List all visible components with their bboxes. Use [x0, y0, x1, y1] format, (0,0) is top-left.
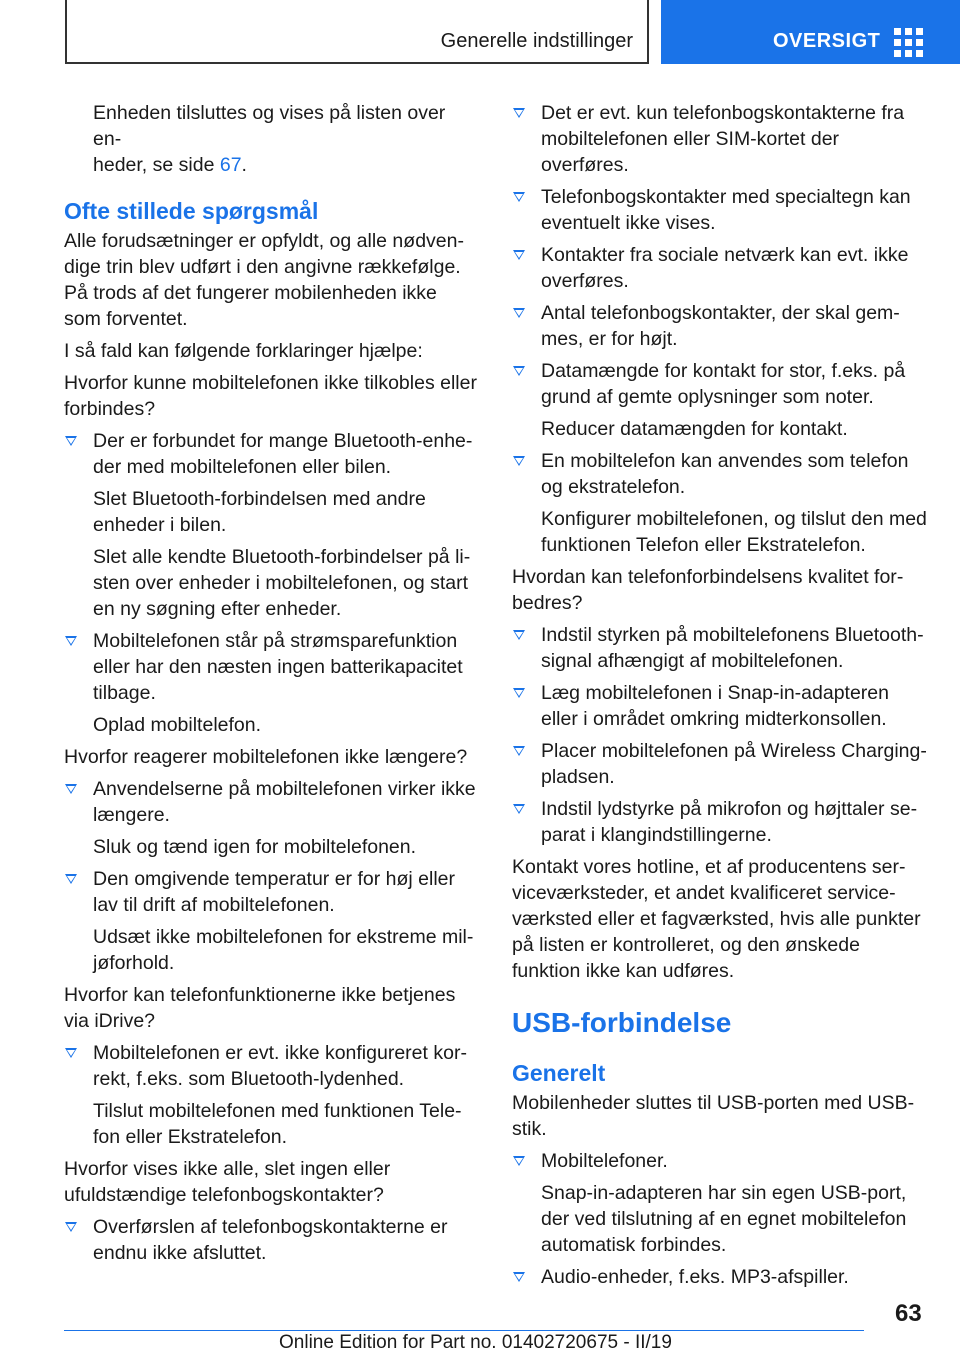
faq-intro: Alle forudsætninger er opfyldt, og alle nødvendige trin blev udført i den angivne rækkefølge. På trods af det fungerer mobilenheden ikke som forventet.: [64, 230, 464, 330]
solution-text: Tilslut mobiltelefonen med funktionen Telefon eller Ekstratelefon.: [93, 1100, 462, 1148]
grid-icon: [894, 28, 924, 58]
triangle-bullet-icon: [513, 308, 525, 318]
triangle-bullet-icon: [513, 1156, 525, 1166]
left-column: [64, 100, 478, 1272]
list-item: Mobiltelefoner.: [512, 1148, 930, 1174]
triangle-bullet-icon: [513, 366, 525, 376]
solution-text: Udsæt ikke mobiltelefonen for ekstreme miljøforhold.: [93, 926, 474, 974]
list-item: Overførslen af telefonbogskontakterne er endnu ikke afsluttet.: [64, 1214, 478, 1266]
question-1: Hvorfor kunne mobiltelefonen ikke tilkobles eller forbindes?: [64, 372, 477, 420]
usb-intro: Mobilenheder sluttes til USB-porten med USB-stik.: [512, 1092, 915, 1140]
list-item: Indstil styrken på mobiltelefonens Bluetooth-signal afhængigt af mobiltelefonen.: [512, 622, 930, 674]
footer-divider: [64, 1330, 864, 1331]
triangle-bullet-icon: [513, 688, 525, 698]
question-3: Hvorfor kan telefonfunktionerne ikke betjenes via iDrive?: [64, 984, 456, 1032]
edition-text: Online Edition for Part no. 01402720675 - II/19: [279, 1332, 672, 1353]
list-item: Det er evt. kun telefonbogskontakterne fra mobiltelefonen eller SIM-kortet der overføres.: [512, 100, 930, 178]
list-item: Telefonbogskontakter med specialtegn kan eventuelt ikke vises.: [512, 184, 930, 236]
page-header: [0, 0, 960, 66]
list-item: Anvendelserne på mobiltelefonen virker ikke længere.: [64, 776, 478, 828]
list-item: Placer mobiltelefonen på Wireless Charging-pladsen.: [512, 738, 930, 790]
list-item: En mobiltelefon kan anvendes som telefon og ekstratelefon.: [512, 448, 930, 500]
triangle-bullet-icon: [513, 250, 525, 260]
question-5: Hvordan kan telefonforbindelsens kvalitet forbedres?: [512, 566, 904, 614]
solution-text: Slet alle kendte Bluetooth-forbindelser på listen over enheder i mobiltelefonen, og start en ny søgning efter enheder.: [93, 546, 471, 620]
triangle-bullet-icon: [65, 1048, 77, 1058]
page-link[interactable]: 67: [219, 154, 242, 176]
triangle-bullet-icon: [513, 746, 525, 756]
list-item: Datamængde for kontakt for stor, f.eks. på grund af gemte oplysninger som noter.: [512, 358, 930, 410]
triangle-bullet-icon: [65, 436, 77, 446]
triangle-bullet-icon: [513, 108, 525, 118]
overview-button[interactable]: [661, 0, 960, 64]
page-number: 63: [895, 1300, 922, 1327]
solution-text: Konfigurer mobiltelefonen, og tilslut den med funktionen Telefon eller Ekstratelefon.: [541, 508, 927, 556]
solution-text: Reducer datamængden for kontakt.: [541, 418, 848, 440]
list-item: Der er forbundet for mange Bluetooth-enheder med mobiltelefonen eller bilen.: [64, 428, 478, 480]
faq-heading: Ofte stillede spørgsmål: [64, 198, 319, 224]
triangle-bullet-icon: [513, 192, 525, 202]
section-title: Generelle indstillinger: [440, 30, 633, 52]
triangle-bullet-icon: [65, 874, 77, 884]
list-item: Læg mobiltelefonen i Snap-in-adapteren eller i området omkring midterkonsollen.: [512, 680, 930, 732]
triangle-bullet-icon: [513, 1272, 525, 1282]
question-2: Hvorfor reagerer mobiltelefonen ikke længere?: [64, 746, 468, 768]
triangle-bullet-icon: [513, 804, 525, 814]
question-4: Hvorfor vises ikke alle, slet ingen eller ufuldstændige telefonbogskontakter?: [64, 1158, 391, 1206]
solution-text: Oplad mobiltelefon.: [93, 714, 262, 736]
list-item: Audio-enheder, f.eks. MP3-afspiller.: [512, 1264, 930, 1290]
triangle-bullet-icon: [513, 630, 525, 640]
right-column: [512, 100, 930, 1296]
solution-text: Slet Bluetooth-forbindelsen med andre enheder i bilen.: [93, 488, 426, 536]
overview-label: OVERSIGT: [773, 30, 881, 52]
section-tab: [65, 0, 649, 64]
triangle-bullet-icon: [65, 1222, 77, 1232]
list-item: Mobiltelefonen er evt. ikke konfigureret korrekt, f.eks. som Bluetooth-lydenhed.: [64, 1040, 478, 1092]
list-item: Kontakter fra sociale netværk kan evt. ikke overføres.: [512, 242, 930, 294]
faq-help: I så fald kan følgende forklaringer hjælpe:: [64, 340, 423, 362]
triangle-bullet-icon: [65, 784, 77, 794]
triangle-bullet-icon: [513, 456, 525, 466]
list-item: Indstil lydstyrke på mikrofon og højttaler separat i klangindstillingerne.: [512, 796, 930, 848]
intro-paragraph: Enheden tilsluttes og vises på listen over en- heder, se side 67.: [93, 102, 446, 176]
solution-text: Snap-in-adapteren har sin egen USB-port, der ved tilslutning af en egnet mobiltelefon automatisk forbindes.: [541, 1182, 907, 1256]
solution-text: Sluk og tænd igen for mobiltelefonen.: [93, 836, 417, 858]
list-item: Den omgivende temperatur er for høj eller lav til drift af mobiltelefonen.: [64, 866, 478, 918]
triangle-bullet-icon: [65, 636, 77, 646]
list-item: Mobiltelefonen står på strømsparefunktion eller har den næsten ingen batterikapacitet tilbage.: [64, 628, 478, 706]
usb-heading: USB-forbindelse: [512, 1007, 732, 1038]
list-item: Antal telefonbogskontakter, der skal gemmes, er for højt.: [512, 300, 930, 352]
general-heading: Generelt: [512, 1060, 606, 1086]
contact-paragraph: Kontakt vores hotline, et af producentens serviceværksteder, et andet kvalificeret serviceværksted eller et fagværksted, hvis alle punkter på listen er kontrolleret, og den ønskede funktion ikke kan udføres.: [512, 856, 921, 982]
